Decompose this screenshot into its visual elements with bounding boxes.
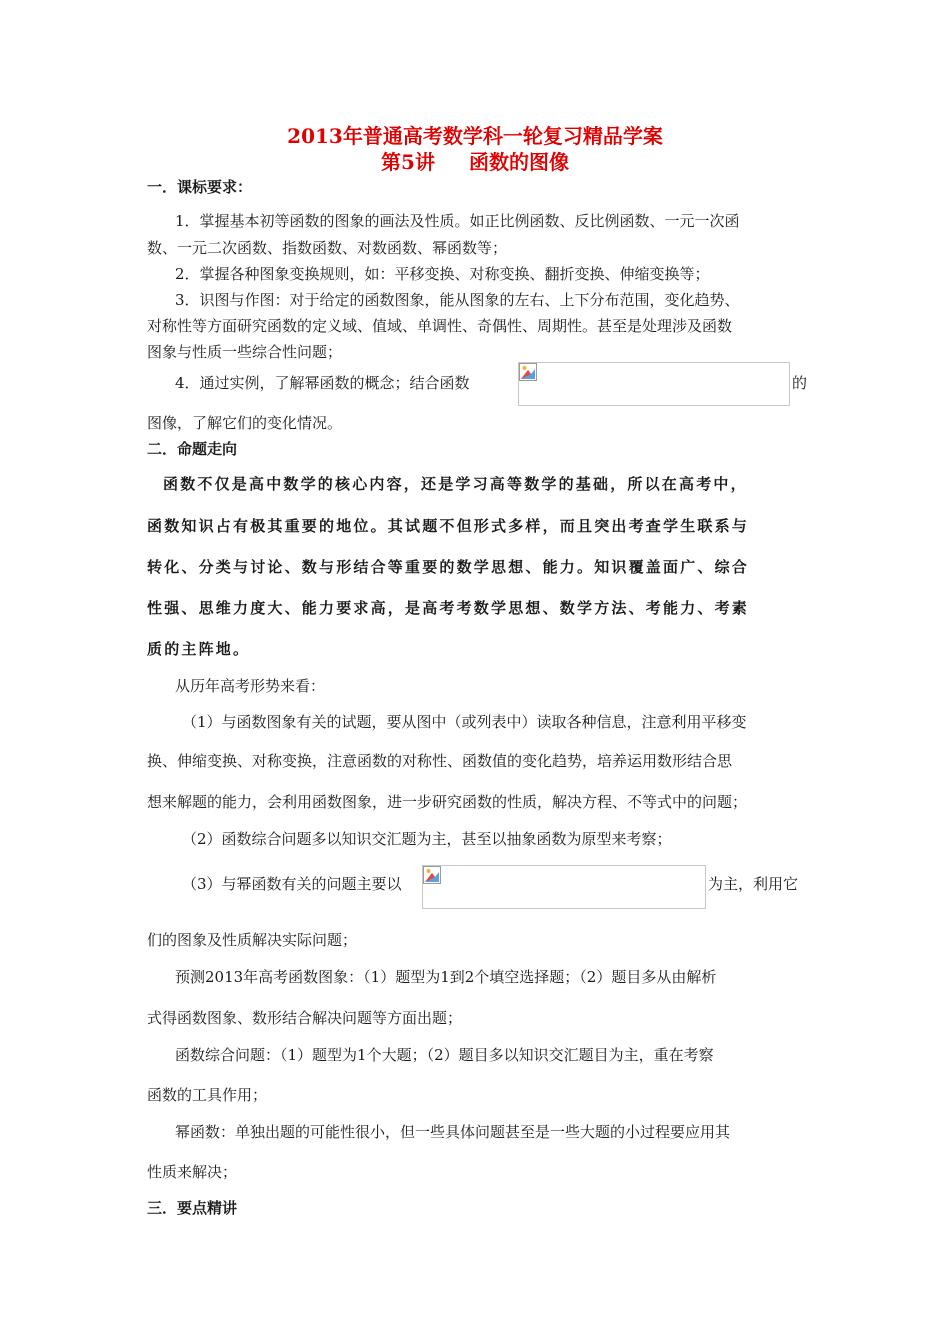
paragraph-line: 1．掌握基本初等函数的图象的画法及性质。如正比例函数、反比例函数、一元一次函 (175, 212, 740, 230)
section-heading-trends: 二．命题走向 (147, 440, 238, 458)
paragraph-line: 为主，利用它 (708, 875, 799, 893)
paragraph-line: 的 (792, 374, 808, 392)
paragraph-line: 4．通过实例，了解幂函数的概念；结合函数 (175, 374, 470, 392)
paragraph-line: 换、伸缩变换、对称变换，注意函数的对称性、函数值的变化趋势，培养运用数形结合思 (147, 752, 733, 770)
paragraph-line: 从历年高考形势来看： (175, 677, 326, 695)
paragraph-line: 性质来解决； (147, 1163, 238, 1181)
paragraph-line: 函数综合问题：（1）题型为1个大题；（2）题目多以知识交汇题目为主，重在考察 (175, 1046, 714, 1064)
document-title: 2013年普通高考数学科一轮复习精品学案 (287, 124, 663, 148)
paragraph-line: 对称性等方面研究函数的定义域、值域、单调性、奇偶性、周期性。甚至是处理涉及函数 (147, 317, 733, 335)
paragraph-line: 想来解题的能力，会利用函数图象，进一步研究函数的性质，解决方程、不等式中的问题； (147, 793, 748, 811)
paragraph-line: 3．识图与作图：对于给定的函数图象，能从图象的左右、上下分布范围，变化趋势、 (175, 291, 740, 309)
paragraph-line: 式得函数图象、数形结合解决问题等方面出题； (147, 1009, 463, 1027)
paragraph-line: 们的图象及性质解决实际问题； (147, 931, 358, 949)
bold-paragraph-line: 转化、分类与讨论、数与形结合等重要的数学思想、能力。知识覆盖面广、综合 (147, 558, 750, 576)
section-heading-requirements: 一．课标要求： (147, 178, 253, 196)
bold-paragraph-line: 函数不仅是高中数学的核心内容，还是学习高等数学的基础，所以在高考中， (163, 475, 748, 493)
section-heading-key-points: 三．要点精讲 (147, 1199, 238, 1217)
paragraph-line: 2．掌握各种图象变换规则，如：平移变换、对称变换、翻折变换、伸缩变换等； (175, 265, 710, 283)
paragraph-line: 数、一元二次函数、指数函数、对数函数、幂函数等； (147, 239, 508, 257)
paragraph-line: （1）与函数图象有关的试题，要从图中（或列表中）读取各种信息，注意利用平移变 (182, 713, 747, 731)
broken-formula-image (422, 865, 706, 909)
broken-formula-image (518, 362, 790, 406)
paragraph-line: 预测2013年高考函数图象：（1）题型为1到2个填空选择题；（2）题目多从由解析 (175, 968, 717, 986)
lecture-number: 第5讲 (381, 150, 435, 174)
paragraph-line: （2）函数综合问题多以知识交汇题为主，甚至以抽象函数为原型来考察； (182, 830, 672, 848)
broken-image-icon (519, 363, 537, 381)
paragraph-line: 幂函数：单独出题的可能性很小，但一些具体问题甚至是一些大题的小过程要应用其 (175, 1123, 731, 1141)
bold-paragraph-line: 质的主阵地。 (147, 640, 251, 658)
paragraph-line: 图像，了解它们的变化情况。 (147, 414, 343, 432)
lecture-title (0, 150, 950, 174)
broken-image-icon (423, 866, 441, 884)
bold-paragraph-line: 性强、思维力度大、能力要求高，是高考考数学思想、数学方法、考能力、考素 (147, 599, 750, 617)
paragraph-line: （3）与幂函数有关的问题主要以 (182, 875, 402, 893)
paragraph-line: 函数的工具作用； (147, 1086, 268, 1104)
lecture-topic: 函数的图像 (468, 150, 569, 174)
bold-paragraph-line: 函数知识占有极其重要的地位。其试题不但形式多样，而且突出考查学生联系与 (147, 517, 750, 535)
paragraph-line: 图象与性质一些综合性问题； (147, 343, 343, 361)
